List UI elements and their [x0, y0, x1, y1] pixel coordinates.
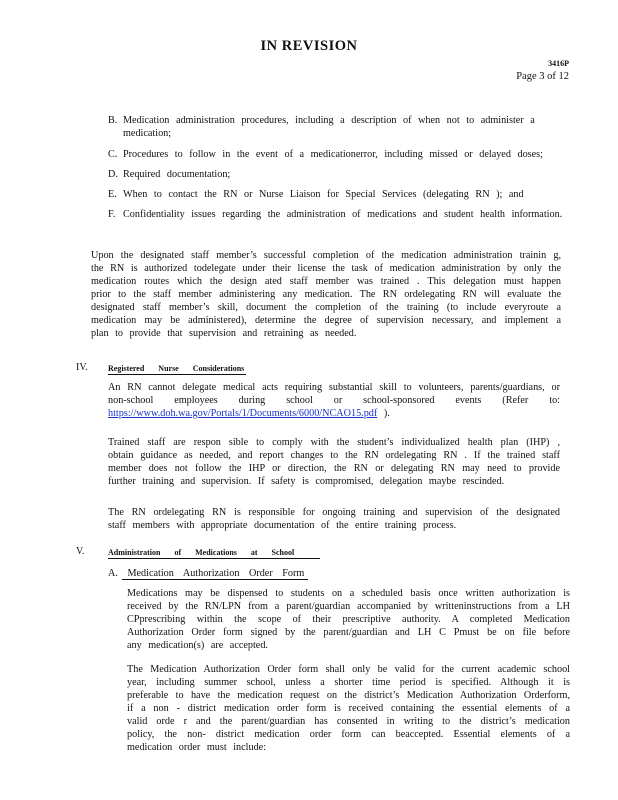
- document-code: 3416P: [548, 59, 569, 68]
- section-number: V.: [76, 546, 85, 557]
- subsection-underline: [122, 579, 308, 580]
- list-letter: D.: [108, 169, 118, 180]
- subsection-title: A. Medication Authorization Order Form: [108, 568, 305, 579]
- section-number: IV.: [76, 362, 88, 373]
- section4-paragraph-3: The RN ordelegating RN is responsible for ongoing training and supervision of the designated staff members with appropriate documentation of the entire training process.: [108, 507, 560, 532]
- list-letter: B.: [108, 115, 118, 126]
- section4-paragraph-1: [108, 381, 560, 420]
- list-letter: F.: [108, 209, 116, 220]
- section5-paragraph-1: Medications may be dispensed to students on a scheduled basis once written authorization is received by the RN/LPN from a parent/guardian accompanied by writteninstructions from a LH CPprescribing within the scope of their prescriptive authority. A completed Medication Authorization Order form signed by the parent/guardian and LH C Pmust be on file before any medication(s) are accepted.: [127, 588, 570, 652]
- list-item-e: [108, 188, 563, 201]
- list-text: Confidentiality issues regarding the administration of medications and student health information.: [123, 209, 563, 220]
- list-item-b: [108, 114, 563, 140]
- section-title: Administration of Medications at School: [108, 548, 295, 557]
- list-item-f: [108, 208, 563, 221]
- paragraph-end: ).: [383, 408, 390, 420]
- page-number: Page 3 of 12: [516, 71, 569, 82]
- section4-paragraph-2: Trained staff are respon sible to comply with the student’s individualized health plan (IHP) , obtain guidance as needed, and report changes to the RN ordelegating RN . If the trained staff member does not follow the IHP or direction, the RN or delegating RN may need to provide further training and supervision. If safety is compromised, delegation maybe rescinded.: [108, 437, 560, 488]
- delegation-paragraph: Upon the designated staff member’s successful completion of the medication administration trainin g, the RN is authorized todelegate under their license the task of medication administration by only the medication routes which the design ated staff member was trained . This delegation must happen prior to the staff member administering any medication. The RN ordelegating RN will evaluate the designated staff member’s skill, document the completion of the training (to include everyroute a medication may be administered), determine the degree of supervision necessary, and implement a plan to provide that supervision and retraining as needed.: [91, 250, 561, 340]
- paragraph-text: An RN cannot delegate medical acts requiring substantial skill to volunteers, parents/guardians, or non-school employees during school or school-sponsored events (Refer to:: [108, 382, 560, 407]
- list-letter: E.: [108, 189, 117, 200]
- list-text: When to contact the RN or Nurse Liaison for Special Services (delegating RN ); and: [123, 189, 524, 200]
- list-item-d: [108, 168, 563, 181]
- list-text: Medication administration procedures, including a description of when not to administer a medication;: [123, 115, 535, 140]
- list-text: Procedures to follow in the event of a medicationerror, including missed or delayed doses;: [123, 149, 543, 160]
- section-title: Registered Nurse Considerations: [108, 364, 245, 373]
- ncao15-link[interactable]: https://www.doh.wa.gov/Portals/1/Documents/6000/NCAO15.pdf: [108, 408, 378, 420]
- document-title: IN REVISION: [260, 38, 358, 54]
- section-underline: [108, 374, 246, 375]
- list-letter: C.: [108, 149, 118, 160]
- list-text: Required documentation;: [123, 169, 231, 180]
- section5-paragraph-2: The Medication Authorization Order form shall only be valid for the current academic school year, including summer school, unless a shorter time period is specified. Although it is preferable to have the medication request on the district’s Medication Authorization Orderform, if a non - district medication order form is received containing the essential elements of a valid orde r and the parent/guardian has consented in writing to the district’s medication policy, the non- district medication order form can beaccepted. Essential elements of a medication order must include:: [127, 664, 570, 754]
- section-underline: [108, 558, 320, 559]
- list-item-c: [108, 148, 563, 161]
